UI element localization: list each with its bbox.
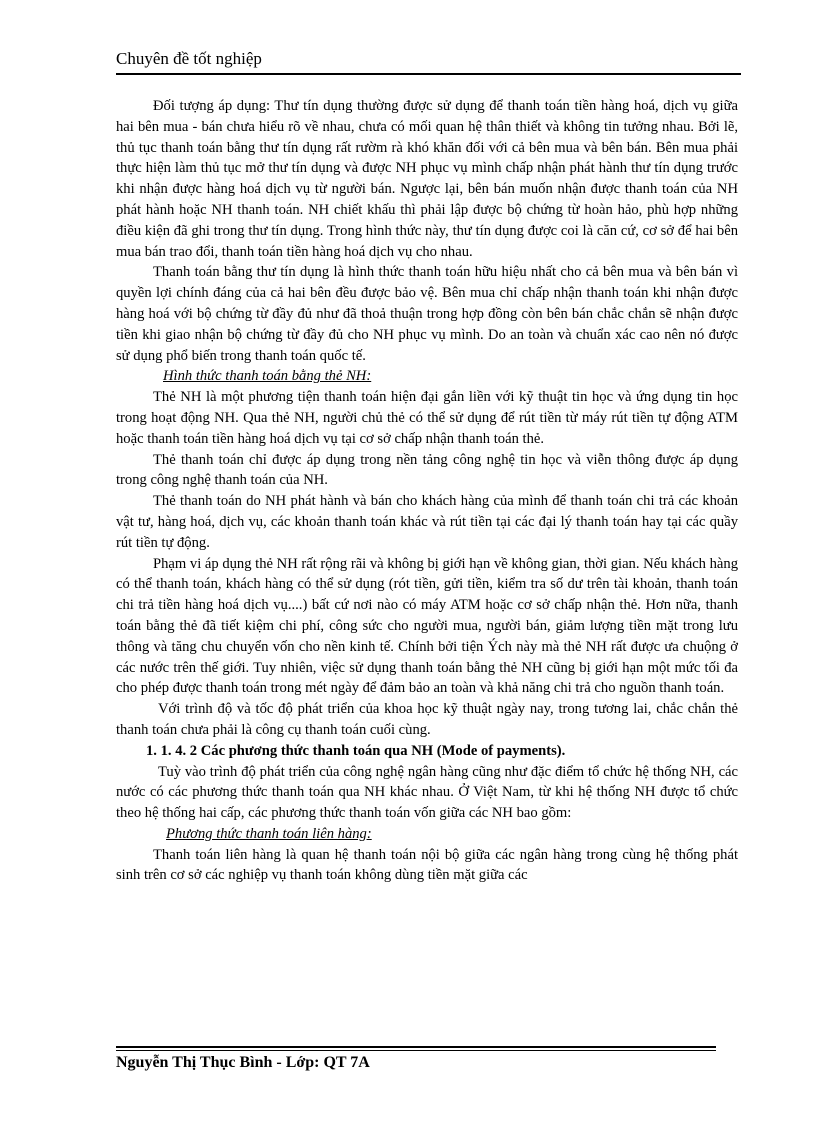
page-header: Chuyên đề tốt nghiệp [116, 49, 741, 75]
heading-card-payment: Hình thức thanh toán bằng thẻ NH: [163, 368, 372, 385]
footer-divider-thin [116, 1050, 716, 1051]
paragraph-interbank-definition: Thanh toán liên hàng là quan hệ thanh toán nội bộ giữa các ngân hàng trong cùng hệ thống phát sinh trên cơ sở các nghiệp vụ thanh toán không dùng tiền mặt giữa các [116, 846, 738, 884]
paragraph-lc-advantage: Thanh toán bằng thư tín dụng là hình thức thanh toán hữu hiệu nhất cho cả bên mua và bên bán vì quyền lợi chính đáng của cả hai bên đều được bảo vệ. Bên mua chỉ chấp nhận thanh toán khi nhận được hàng hoá với bộ chứng từ đầy đủ như đã thoả thuận trong hợp đồng còn bên bán chắc chắn sẽ nhận được tiền khi giao nhận bộ chứng từ đầy đủ cho NH phục vụ mình. Do an toàn và chuẩn xác cao nên nó được sử dụng phổ biến trong thanh toán quốc tế. [116, 264, 738, 364]
paragraph-card-future: Với trình độ và tốc độ phát triển của khoa học kỹ thuật ngày nay, trong tương lai, chắc chắn thẻ thanh toán chưa phải là công cụ thanh toán cuối cùng. [116, 701, 738, 738]
document-body [116, 96, 738, 886]
heading-interbank-payment: Phương thức thanh toán liên hàng: [166, 825, 372, 842]
section-title-payment-modes: 1. 1. 4. 2 Các phương thức thanh toán qua NH (Mode of payments). [146, 742, 566, 759]
paragraph-card-technology: Thẻ thanh toán chỉ được áp dụng trong nền tảng công nghệ tin học và viễn thông được áp dụng trong công nghệ thanh toán của NH. [116, 451, 738, 489]
paragraph-card-issuance: Thẻ thanh toán do NH phát hành và bán cho khách hàng của mình để thanh toán chi trả các khoản vật tư, hàng hoá, dịch vụ, các khoản thanh toán khác và rút tiền tại các đại lý thanh toán hay tại các quầy rút tiền tự động. [116, 493, 738, 551]
page-footer-author: Nguyễn Thị Thục Bình - Lớp: QT 7A [116, 1054, 370, 1071]
paragraph-payment-modes-intro: Tuỳ vào trình độ phát triển của công nghệ ngân hàng cũng như đặc điểm tổ chức hệ thống NH, các nước có các phương thức thanh toán qua NH khác nhau. Ở Việt Nam, từ khi hệ thống NH được tổ chức theo hệ thống hai cấp, các phương thức thanh toán vốn giữa các NH bao gồm: [116, 763, 738, 822]
footer-divider [116, 1046, 716, 1048]
paragraph-card-scope: Phạm vi áp dụng thẻ NH rất rộng rãi và không bị giới hạn về không gian, thời gian. Nếu khách hàng có thể thanh toán, khách hàng có thể sử dụng (rót tiền, gửi tiền, kiểm tra số dư trên tài khoản, thanh toán chi trả tiền hàng hoá dịch vụ....) bất cứ nơi nào có máy ATM hoặc cơ sở chấp nhận thẻ. Hơn nữa, thanh toán bằng thẻ đã tiết kiệm chi phí, công sức cho người mua, người bán, giảm lượng tiền mặt trong lưu thông và tăng chu chuyển vốn cho nền kinh tế. Chính bởi tiện Ých này mà thẻ NH rất được ưa chuộng ở các nước trên thế giới. Tuy nhiên, việc sử dụng thanh toán bằng thẻ NH cũng bị giới hạn một mức tối đa cho phép được thanh toán trong mét ngày để đảm bảo an toàn và khả năng chi trả cho nguồn thanh toán. [116, 555, 738, 697]
paragraph-card-definition: Thẻ NH là một phương tiện thanh toán hiện đại gắn liền với kỹ thuật tin học và ứng dụng tin học trong hoạt động NH. Qua thẻ NH, người chủ thẻ có thể sử dụng để rút tiền từ máy rút tiền tự động ATM hoặc thanh toán tiền hàng hoá dịch vụ tại cơ sở chấp nhận thanh toán thẻ. [116, 389, 738, 447]
paragraph-scope: Đối tượng áp dụng: Thư tín dụng thường được sử dụng để thanh toán tiền hàng hoá, dịch vụ giữa hai bên mua - bán chưa hiểu rõ về nhau, chưa có mối quan hệ thân thiết và không tin tưởng nhau. Bởi lẽ, thủ tục thanh toán bằng thư tín dụng rất rườm rà khó khăn đối với cả bên mua và bên bán. Bên mua phải thực hiện làm thủ tục mở thư tín dụng và được NH phục vụ mình chấp nhận phát hành thư tín dụng trước khi nhận được hàng hoá dịch vụ từ người bán. Ngược lại, bên bán muốn nhận được thanh toán của NH phát hành hoặc NH thanh toán. NH chiết khấu thì phải lập được bộ chứng từ hoàn hảo, phù hợp những điều kiện đã ghi trong thư tín dụng. Trong hình thức này, thư tín dụng được coi là căn cứ, cơ sở để hai bên mua bán trao đổi, thanh toán tiền hàng hoá dịch vụ cho nhau. [116, 98, 738, 260]
